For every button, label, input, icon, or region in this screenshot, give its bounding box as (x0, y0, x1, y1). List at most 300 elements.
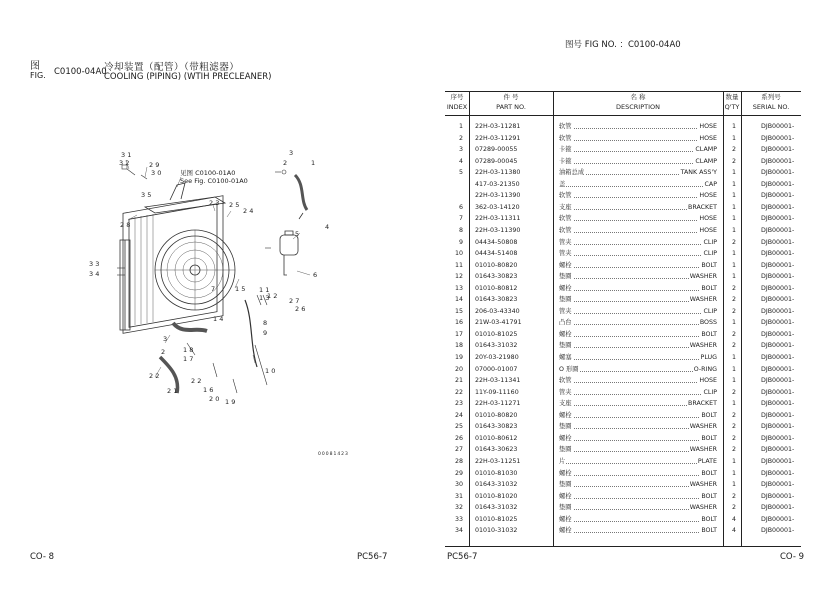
row-part-no: 01010-81025 (475, 515, 518, 523)
parts-table (445, 91, 801, 116)
row-description-en: BOLT (701, 515, 717, 523)
row-serial: DJB00001- (761, 411, 795, 419)
row-part-no: 01643-31032 (475, 342, 518, 350)
row-description-en: BOLT (701, 261, 717, 269)
row-qty: 1 (731, 354, 736, 361)
row-serial: DJB00001- (761, 377, 795, 385)
row-description-cn: 螺栓 (559, 261, 572, 269)
row-description-cn: 卡箍 (559, 146, 572, 154)
row-description-cn: 油箱总成 (559, 169, 585, 177)
row-index: 4 (458, 157, 463, 165)
row-index: 31 (454, 492, 463, 500)
table-row (445, 294, 801, 305)
row-qty: 2 (731, 284, 736, 292)
svg-text:2 2: 2 2 (191, 377, 202, 385)
row-index: 19 (454, 354, 463, 361)
row-index: 29 (454, 469, 463, 477)
row-qty: 2 (731, 157, 736, 165)
row-serial: DJB00001- (761, 504, 795, 512)
row-description-cn: 管夹 (559, 307, 572, 315)
row-description-en: CLIP (703, 238, 717, 246)
row-description-cn: O 形圈 (559, 365, 579, 373)
table-row (445, 444, 801, 455)
row-serial: DJB00001- (761, 180, 795, 188)
row-serial: DJB00001- (761, 273, 795, 281)
header-part-no: 件 号 PART NO. (496, 93, 526, 111)
table-row (445, 190, 801, 201)
row-part-no: 22H-03-11291 (475, 134, 521, 142)
row-description-en: PLUG (700, 354, 717, 361)
row-qty: 1 (731, 319, 736, 327)
svg-text:9: 9 (263, 329, 268, 337)
row-qty: 1 (731, 215, 736, 223)
row-qty: 4 (731, 527, 736, 535)
svg-text:1 0: 1 0 (265, 367, 276, 375)
row-part-no: 362-03-14120 (475, 203, 520, 211)
row-description-cn: 凸台 (559, 319, 572, 327)
row-description-en: WASHER (689, 273, 717, 281)
svg-text:2 4: 2 4 (243, 207, 254, 215)
row-description-cn: 支座 (559, 400, 572, 408)
table-row (445, 248, 801, 259)
row-description-cn: 螺栓 (559, 434, 572, 442)
row-serial: DJB00001- (761, 250, 795, 258)
row-serial: DJB00001- (761, 342, 795, 350)
row-index: 17 (454, 330, 463, 338)
row-serial: DJB00001- (761, 365, 795, 373)
svg-text:3: 3 (289, 149, 294, 157)
row-serial: DJB00001- (761, 388, 795, 396)
row-qty: 1 (731, 365, 736, 373)
table-row (445, 387, 801, 398)
table-row (445, 364, 801, 375)
table-row (445, 340, 801, 351)
row-description-cn: 管夹 (559, 388, 572, 396)
table-row (445, 156, 801, 167)
row-serial: DJB00001- (761, 527, 795, 535)
row-description-cn: 螺栓 (559, 411, 572, 419)
row-serial: DJB00001- (761, 354, 795, 361)
svg-text:2 2: 2 2 (149, 372, 160, 380)
row-serial: DJB00001- (761, 157, 795, 165)
row-qty: 1 (731, 457, 736, 465)
row-index: 32 (454, 504, 463, 512)
row-qty: 4 (731, 515, 736, 523)
row-description-en: BRACKET (688, 400, 717, 408)
row-qty: 2 (731, 330, 736, 338)
table-row (445, 514, 801, 525)
svg-text:3 2: 3 2 (119, 159, 130, 167)
svg-text:1 5: 1 5 (235, 285, 246, 293)
row-serial: DJB00001- (761, 226, 795, 234)
table-row (445, 502, 801, 513)
row-description-cn: 软管 (559, 215, 572, 223)
row-serial: DJB00001- (761, 192, 795, 200)
table-row (445, 237, 801, 248)
table-row (445, 260, 801, 271)
row-description-cn: 垫圈 (559, 296, 572, 304)
svg-text:2 9: 2 9 (149, 161, 160, 169)
row-qty: 1 (731, 123, 736, 130)
table-row (445, 456, 801, 467)
table-row (445, 468, 801, 479)
header-serial: 系列号 SERIAL NO. (752, 93, 790, 111)
row-serial: DJB00001- (761, 203, 795, 211)
row-qty: 1 (731, 226, 736, 234)
row-part-no: 22H-03-11311 (475, 215, 521, 223)
table-row (445, 271, 801, 282)
row-index: 18 (454, 342, 463, 350)
row-serial: DJB00001- (761, 457, 795, 465)
row-index: 6 (458, 203, 463, 211)
table-row (445, 225, 801, 236)
row-description-en: CLIP (703, 307, 717, 315)
row-part-no: 20Y-03-21980 (475, 354, 519, 361)
row-serial: DJB00001- (761, 423, 795, 431)
table-row (445, 317, 801, 328)
title-en: COOLING (PIPING) (WTIH PRECLEANER) (104, 72, 272, 82)
upper-hose (295, 175, 307, 210)
row-part-no: 01010-81030 (475, 469, 518, 477)
svg-text:3 3: 3 3 (89, 260, 100, 268)
row-qty: 1 (731, 377, 736, 385)
row-qty: 2 (731, 411, 736, 419)
row-description-cn: 垫圈 (559, 423, 572, 431)
table-row (445, 375, 801, 386)
row-part-no: 07289-00055 (475, 146, 518, 154)
row-part-no: 01010-81025 (475, 330, 518, 338)
svg-text:2 8: 2 8 (120, 221, 131, 229)
fig-label-en: FIG. (30, 71, 46, 80)
row-description-cn: 螺栓 (559, 492, 572, 500)
row-description-cn: 管夹 (559, 250, 572, 258)
svg-text:2: 2 (283, 159, 288, 167)
row-index: 23 (454, 400, 463, 408)
row-description-en: BOSS (699, 319, 717, 327)
row-description-cn: 软管 (559, 377, 572, 385)
row-qty: 1 (731, 469, 736, 477)
row-qty: 1 (731, 400, 736, 408)
table-row (445, 352, 801, 363)
drawing-code: 00081423 (318, 452, 349, 457)
title-cn: 冷却装置（配管）（带粗滤器） (104, 62, 240, 73)
table-row (445, 421, 801, 432)
fig-number: C0100-04A0 (54, 67, 107, 77)
row-description-en: WASHER (689, 481, 717, 489)
row-description-en: BOLT (701, 492, 717, 500)
row-serial: DJB00001- (761, 492, 795, 500)
row-index: 22 (454, 388, 463, 396)
row-description-cn: 片 (559, 457, 566, 465)
row-description-cn: 软管 (559, 226, 572, 234)
table-row (445, 525, 801, 536)
row-description-cn: 垫圈 (559, 504, 572, 512)
row-part-no: 01010-31032 (475, 527, 518, 535)
row-serial: DJB00001- (761, 146, 795, 154)
row-qty: 2 (731, 146, 736, 154)
exploded-parts-diagram (85, 145, 345, 465)
svg-text:7: 7 (211, 285, 216, 293)
row-index: 16 (454, 319, 463, 327)
row-index: 15 (454, 307, 463, 315)
row-description-en: WASHER (689, 296, 717, 304)
row-qty: 2 (731, 423, 736, 431)
row-index: 13 (454, 284, 463, 292)
svg-text:5: 5 (295, 230, 300, 238)
row-part-no: 01010-80812 (475, 284, 518, 292)
table-row (445, 491, 801, 502)
row-index: 26 (454, 434, 463, 442)
row-description-en: WASHER (689, 504, 717, 512)
svg-text:2 3: 2 3 (209, 199, 220, 207)
svg-text:3: 3 (163, 335, 168, 343)
row-part-no: 22H-03-11341 (475, 377, 521, 385)
row-qty: 2 (731, 492, 736, 500)
row-description-en: BOLT (701, 411, 717, 419)
row-description-cn: 螺栓 (559, 469, 572, 477)
svg-text:1: 1 (311, 159, 316, 167)
row-qty: 1 (731, 134, 736, 142)
row-index: 20 (454, 365, 463, 373)
svg-text:1 6: 1 6 (203, 386, 214, 394)
row-serial: DJB00001- (761, 296, 795, 304)
svg-text:2 5: 2 5 (229, 201, 240, 209)
row-description-en: O-RING (693, 365, 717, 373)
row-qty: 1 (731, 203, 736, 211)
svg-text:1 7: 1 7 (183, 355, 194, 363)
row-serial: DJB00001- (761, 515, 795, 523)
row-description-en: HOSE (699, 215, 717, 223)
svg-text:2 6: 2 6 (295, 305, 306, 313)
table-row (445, 283, 801, 294)
row-index: 10 (454, 250, 463, 258)
row-part-no: 21W-03-41791 (475, 319, 522, 327)
row-index: 28 (454, 457, 463, 465)
row-part-no: 22H-03-11281 (475, 123, 521, 130)
svg-text:6: 6 (313, 271, 318, 279)
row-index: 24 (454, 411, 463, 419)
row-serial: DJB00001- (761, 261, 795, 269)
row-qty: 2 (731, 446, 736, 454)
row-qty: 2 (731, 238, 736, 246)
table-row (445, 121, 801, 132)
row-qty: 1 (731, 273, 736, 281)
row-serial: DJB00001- (761, 330, 795, 338)
see-fig-cn: 见图 C0100-01A0 (180, 169, 236, 177)
row-description-en: HOSE (699, 123, 717, 130)
svg-text:2 1: 2 1 (167, 387, 178, 395)
row-serial: DJB00001- (761, 400, 795, 408)
svg-text:1 1: 1 1 (259, 286, 270, 294)
row-description-en: HOSE (699, 377, 717, 385)
row-qty: 1 (731, 180, 736, 188)
row-serial: DJB00001- (761, 215, 795, 223)
row-qty: 1 (731, 250, 736, 258)
row-description-en: WASHER (689, 342, 717, 350)
row-description-cn: 支座 (559, 203, 572, 211)
row-qty: 2 (731, 307, 736, 315)
row-qty: 2 (731, 342, 736, 350)
svg-text:4: 4 (325, 223, 330, 231)
row-qty: 1 (731, 261, 736, 269)
table-header (445, 91, 801, 116)
row-part-no: 22H-03-11390 (475, 226, 521, 234)
row-index: 34 (454, 527, 463, 535)
right-page-number: CO- 9 (780, 552, 805, 562)
svg-text:2: 2 (161, 348, 166, 356)
row-part-no: 07289-00045 (475, 157, 518, 165)
row-index: 7 (458, 215, 463, 223)
radiator-core (123, 196, 223, 334)
row-description-en: HOSE (699, 134, 717, 142)
row-description-en: WASHER (689, 423, 717, 431)
svg-text:3 0: 3 0 (151, 169, 162, 177)
row-description-cn: 垫圈 (559, 273, 572, 281)
row-index: 8 (458, 226, 463, 234)
row-part-no: 07000-01007 (475, 365, 518, 373)
row-part-no: 01643-31032 (475, 481, 518, 489)
row-part-no: 01010-80820 (475, 261, 518, 269)
row-part-no: 11Y-09-11160 (475, 388, 519, 396)
right-model-code: PC56-7 (447, 552, 478, 562)
fig-label-cn: 图 (30, 61, 40, 72)
row-part-no: 04434-50808 (475, 238, 518, 246)
row-index: 27 (454, 446, 463, 454)
row-description-cn: 软管 (559, 192, 572, 200)
row-description-en: HOSE (699, 192, 717, 200)
row-description-cn: 螺栓 (559, 527, 572, 535)
row-index: 12 (454, 273, 463, 281)
row-part-no: 22H-03-11271 (475, 400, 521, 408)
table-row (445, 213, 801, 224)
row-serial: DJB00001- (761, 446, 795, 454)
table-row (445, 398, 801, 409)
row-index: 5 (458, 169, 463, 177)
row-part-no: 01643-30823 (475, 296, 518, 304)
row-index: 30 (454, 481, 463, 489)
row-serial: DJB00001- (761, 169, 795, 177)
row-description-en: CLIP (703, 388, 717, 396)
row-description-cn: 卡箍 (559, 157, 572, 165)
row-description-cn: 软管 (559, 123, 572, 130)
row-description-en: BOLT (701, 527, 717, 535)
row-serial: DJB00001- (761, 134, 795, 142)
table-bottom-rule (445, 546, 801, 547)
row-description-cn: 管夹 (559, 238, 572, 246)
row-serial: DJB00001- (761, 319, 795, 327)
row-index: 9 (458, 238, 463, 246)
table-row (445, 144, 801, 155)
row-index: 3 (458, 146, 463, 154)
row-description-cn: 垫圈 (559, 342, 572, 350)
row-part-no: 04434-51408 (475, 250, 518, 258)
row-description-cn: 软管 (559, 134, 572, 142)
table-row (445, 433, 801, 444)
svg-text:1 8: 1 8 (183, 346, 194, 354)
row-part-no: 01643-31032 (475, 504, 518, 512)
row-qty: 2 (731, 388, 736, 396)
svg-text:1 3: 1 3 (259, 294, 270, 302)
svg-text:3 5: 3 5 (141, 191, 152, 199)
row-serial: DJB00001- (761, 481, 795, 489)
row-part-no: 01010-81020 (475, 492, 518, 500)
left-model-code: PC56-7 (357, 552, 388, 562)
row-part-no: 206-03-43340 (475, 307, 520, 315)
table-row (445, 179, 801, 190)
svg-text:1 9: 1 9 (225, 398, 236, 406)
row-index: 25 (454, 423, 463, 431)
row-serial: DJB00001- (761, 307, 795, 315)
row-part-no: 01010-80612 (475, 434, 518, 442)
row-index: 33 (454, 515, 463, 523)
row-description-en: BOLT (701, 434, 717, 442)
row-description-cn: 垫圈 (559, 446, 572, 454)
header-description: 名 称 DESCRIPTION (616, 93, 660, 111)
row-description-en: HOSE (699, 226, 717, 234)
row-description-cn: 盖 (559, 180, 566, 188)
row-qty: 1 (731, 169, 736, 177)
row-part-no: 01010-80820 (475, 411, 518, 419)
header-qty: 数量 Q'TY (724, 93, 740, 111)
left-page-number: CO- 8 (30, 552, 55, 562)
table-row (445, 133, 801, 144)
row-part-no: 01643-30823 (475, 273, 518, 281)
row-index: 11 (454, 261, 463, 269)
header-index: 序号 INDEX (446, 93, 468, 111)
svg-text:1 4: 1 4 (213, 315, 224, 323)
row-description-en: CAP (704, 180, 717, 188)
svg-text:1 2: 1 2 (267, 292, 278, 300)
row-index: 2 (458, 134, 463, 142)
row-serial: DJB00001- (761, 469, 795, 477)
row-serial: DJB00001- (761, 434, 795, 442)
row-index: 1 (458, 123, 463, 130)
row-description-en: CLIP (703, 250, 717, 258)
row-part-no: 22H-03-11251 (475, 457, 521, 465)
row-serial: DJB00001- (761, 123, 795, 130)
row-part-no: 01643-30623 (475, 446, 518, 454)
table-row (445, 410, 801, 421)
row-qty: 2 (731, 296, 736, 304)
row-description-en: BOLT (701, 330, 717, 338)
row-description-cn: 螺塞 (559, 354, 572, 361)
row-description-en: TANK ASS'Y (680, 169, 717, 177)
svg-text:3 1: 3 1 (121, 151, 132, 159)
row-description-en: BOLT (701, 469, 717, 477)
fig-number-line: 图号 FIG NO. ：C0100-04A0 (565, 40, 681, 50)
row-description-cn: 螺栓 (559, 284, 572, 292)
reservoir-tank (280, 235, 298, 255)
row-part-no: 22H-03-11390 (475, 192, 521, 200)
row-description-cn: 螺栓 (559, 515, 572, 523)
table-row (445, 479, 801, 490)
row-qty: 1 (731, 481, 736, 489)
svg-text:8: 8 (263, 319, 268, 327)
row-description-en: BOLT (701, 284, 717, 292)
row-index: 14 (454, 296, 463, 304)
row-qty: 1 (731, 192, 736, 200)
row-part-no: 22H-03-11380 (475, 169, 521, 177)
row-description-en: WASHER (689, 446, 717, 454)
row-index: 21 (454, 377, 463, 385)
row-qty: 2 (731, 504, 736, 512)
row-description-en: PLATE (697, 457, 717, 465)
row-description-cn: 垫圈 (559, 481, 572, 489)
svg-text:2 0: 2 0 (209, 395, 220, 403)
table-row (445, 306, 801, 317)
svg-text:2 7: 2 7 (289, 297, 300, 305)
row-description-en: CLAMP (695, 146, 717, 154)
